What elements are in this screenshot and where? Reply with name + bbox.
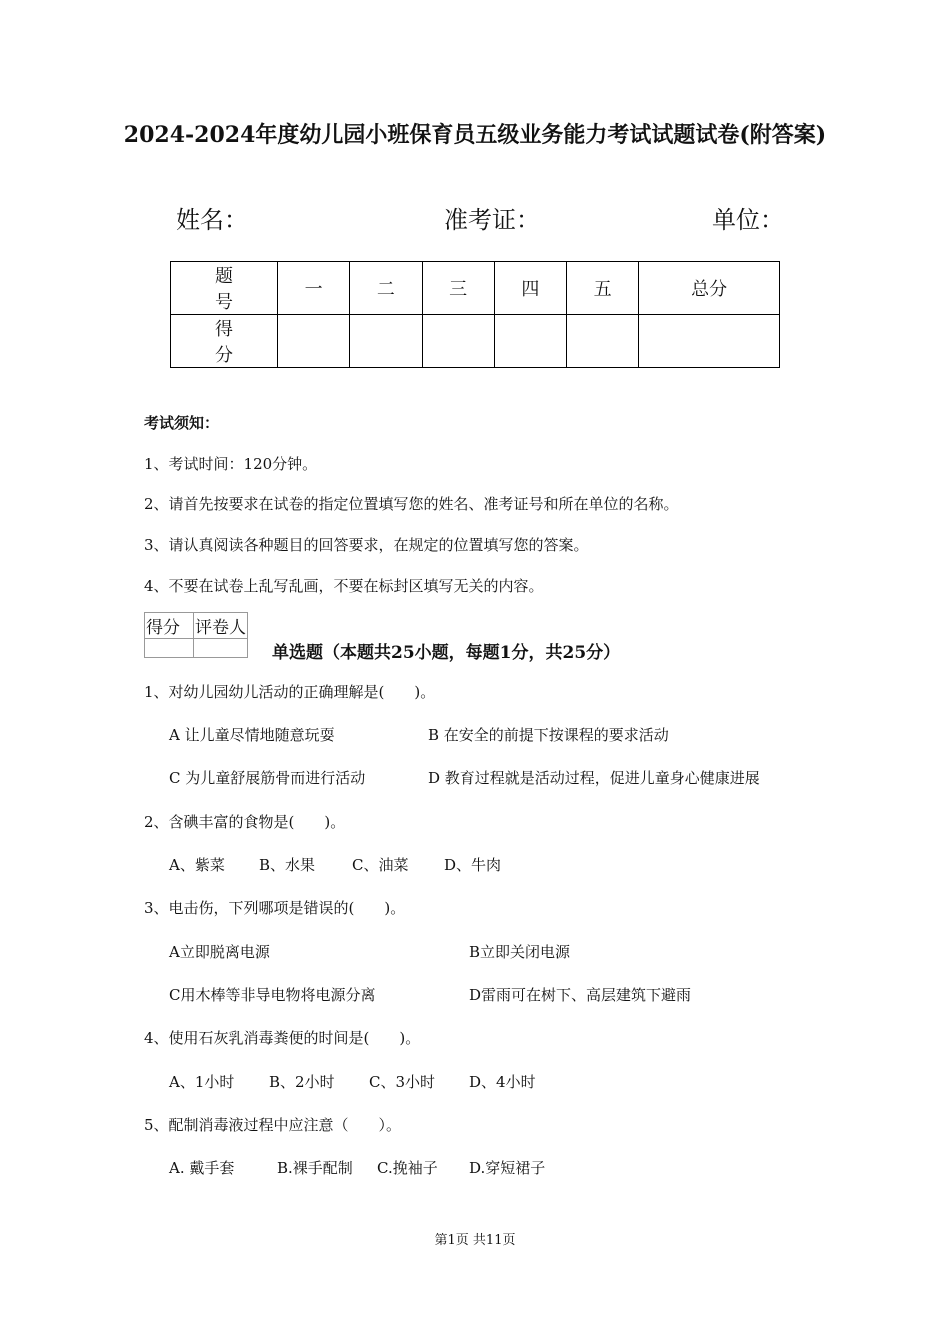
- option-b: B立即关闭电源: [469, 943, 571, 961]
- option-d: D 教育过程就是活动过程，促进儿童身心健康进展: [428, 769, 760, 787]
- exam-id-label: 准考证：: [444, 206, 540, 234]
- question-4: 4、使用石灰乳消毒粪便的时间是( )。: [144, 1029, 421, 1047]
- option-a: A、1小时: [169, 1073, 235, 1091]
- grader-reviewer-label: 评卷人: [194, 613, 248, 639]
- score-cell-4: [494, 315, 566, 368]
- option-b: B 在安全的前提下按课程的要求活动: [428, 726, 669, 744]
- grader-box: [144, 612, 248, 658]
- score-table-header-row: [171, 262, 780, 315]
- notice-item: 1、考试时间：120分钟。: [144, 455, 318, 473]
- score-cell-3: [422, 315, 494, 368]
- option-b: B、水果: [259, 856, 316, 874]
- option-a: A. 戴手套: [169, 1159, 235, 1177]
- notice-item: 3、请认真阅读各种题目的回答要求，在规定的位置填写您的答案。: [144, 536, 589, 554]
- unit-label: 单位：: [712, 206, 784, 234]
- notice-item: 4、不要在试卷上乱写乱画，不要在标封区填写无关的内容。: [144, 577, 544, 595]
- column-3: 三: [422, 262, 494, 315]
- score-cell-2: [350, 315, 422, 368]
- option-c: C用木棒等非导电物将电源分离: [169, 986, 376, 1004]
- option-a: A立即脱离电源: [169, 943, 270, 961]
- option-c: C 为儿童舒展筋骨而进行活动: [169, 769, 366, 787]
- notice-item: 2、请首先按要求在试卷的指定位置填写您的姓名、准考证号和所在单位的名称。: [144, 495, 679, 513]
- option-c: C、3小时: [369, 1073, 436, 1091]
- question-1: 1、对幼儿园幼儿活动的正确理解是( )。: [144, 683, 436, 701]
- notice-heading: 考试须知：: [144, 414, 220, 432]
- option-a: A、紫菜: [169, 856, 225, 874]
- option-d: D、牛肉: [444, 856, 502, 874]
- score-cell-5: [567, 315, 639, 368]
- section-title: 单选题（本题共25小题，每题1分，共25分）: [272, 643, 621, 663]
- option-d: D雷雨可在树下、高层建筑下避雨: [469, 986, 692, 1004]
- column-4: 四: [494, 262, 566, 315]
- option-d: D.穿短裙子: [469, 1159, 546, 1177]
- question-3: 3、电击伤，下列哪项是错误的( )。: [144, 899, 406, 917]
- column-5: 五: [567, 262, 639, 315]
- name-label: 姓名：: [176, 206, 248, 234]
- option-a: A 让儿童尽情地随意玩耍: [169, 726, 335, 744]
- row-label-question-number: 题 号: [171, 262, 278, 315]
- column-1: 一: [278, 262, 350, 315]
- option-b: B、2小时: [269, 1073, 335, 1091]
- option-d: D、4小时: [469, 1073, 536, 1091]
- option-c: C、油菜: [352, 856, 409, 874]
- candidate-fields: [0, 200, 950, 240]
- grader-reviewer-cell: [194, 639, 248, 658]
- column-total: 总分: [639, 262, 780, 315]
- question-2: 2、含碘丰富的食物是( )。: [144, 813, 346, 831]
- grader-score-label: 得分: [145, 613, 194, 639]
- row-label-score: 得 分: [171, 315, 278, 368]
- score-table: [170, 261, 780, 368]
- option-b: B.裸手配制: [277, 1159, 353, 1177]
- page-footer: 第1页 共11页: [434, 1233, 516, 1248]
- score-table-score-row: [171, 315, 780, 368]
- option-c: C.挽袖子: [377, 1159, 438, 1177]
- score-cell-total: [639, 315, 780, 368]
- column-2: 二: [350, 262, 422, 315]
- score-cell-1: [278, 315, 350, 368]
- exam-title: 2024-2024年度幼儿园小班保育员五级业务能力考试试题试卷(附答案): [123, 122, 827, 148]
- grader-score-cell: [145, 639, 194, 658]
- question-5: 5、配制消毒液过程中应注意（ ）。: [144, 1116, 402, 1134]
